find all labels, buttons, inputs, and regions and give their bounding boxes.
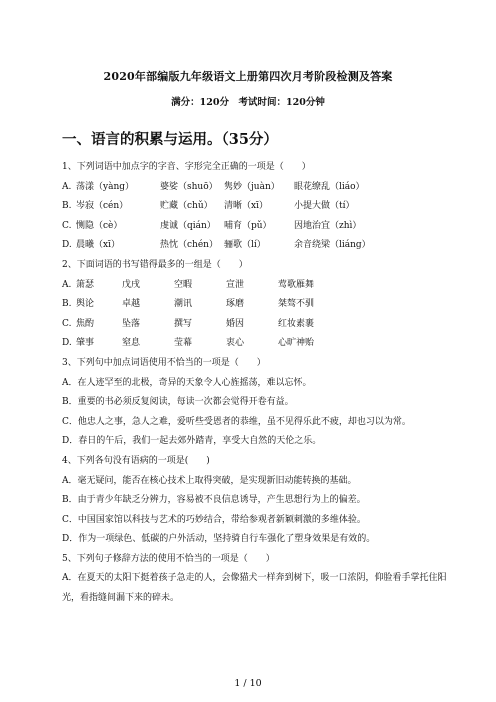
question-1-stem: 1、下列词语中加点字的字音、字形完全正确的一项是（ ） — [62, 162, 311, 172]
option-item: 宣泄 — [226, 279, 245, 290]
document-subtitle: 满分：120分 考试时间：120分钟 — [171, 97, 325, 108]
question-5-option-a: A．在夏天的太阳下挺着孩子急走的人，会像猫犬一样奔到树下，吸一口浓阴，仰脸看手掌托住阳光，看指缝间漏下来的碎未。 — [62, 573, 447, 604]
option-item: 岑寂（cén） — [76, 201, 129, 212]
option-item: 坠落 — [122, 318, 141, 329]
option-item: 衷心 — [226, 338, 245, 349]
question-5-stem: 5、下列句子修辞方法的使用不恰当的一项是（ ） — [62, 553, 275, 564]
option-item: 小提大做（tí） — [294, 201, 355, 212]
question-content — [62, 158, 450, 609]
option-item: 舆论 — [76, 299, 95, 310]
option-item: 骊歌（lí） — [224, 240, 266, 251]
option-item: 红妆素裹 — [278, 318, 315, 329]
question-4-option-b: B．由于青少年缺乏分辨力，容易被不良信息诱导，产生思想行为上的偏差。 — [62, 495, 366, 506]
question-4-option-a: A．毫无疑问，能否在核心技术上取得突破，是实现新旧动能转换的基础。 — [62, 475, 357, 486]
option-item: 潮讯 — [174, 299, 193, 310]
question-3-option-b: B．重要的书必须反复阅读，每读一次都会觉得开卷有益。 — [62, 397, 294, 408]
option-item: 莺歌雁舞 — [278, 279, 315, 290]
option-letter: A. — [62, 279, 72, 290]
option-item: 莹幕 — [174, 338, 193, 349]
option-item: 荡漾（yàng） — [76, 181, 135, 192]
page-number: 1 / 10 — [234, 678, 262, 689]
option-item: 焦酌 — [76, 318, 95, 329]
option-item: 眼花缭乱（liáo） — [294, 181, 365, 192]
option-item: 晨曦（xī） — [76, 240, 120, 251]
question-3-stem: 3、下列句中加点词语使用不恰当的一项是（ ） — [62, 357, 266, 368]
question-3-option-c: C．他忠人之事，急人之难，爱听些受恩者的恭维，虽不见得乐此不疲，却也习以为常。 — [62, 416, 411, 427]
question-1-option-d — [62, 236, 450, 256]
question-2-option-a — [62, 276, 450, 296]
option-letter: A. — [62, 181, 72, 192]
option-letter: C. — [62, 318, 72, 329]
question-2-option-b — [62, 295, 450, 315]
question-4-option-d: D．作为一项绿色、低碳的户外活动，坚持骑自行车强化了塑身效果是有效的。 — [62, 534, 376, 545]
option-letter: B. — [62, 201, 72, 212]
option-item: 窒息 — [122, 338, 141, 349]
question-1-option-c — [62, 217, 450, 237]
option-item: 卓越 — [122, 299, 141, 310]
option-item: 恻隐（cè） — [76, 220, 123, 231]
option-item: 虔诚（qián） — [160, 220, 216, 231]
option-letter: C. — [62, 220, 72, 231]
question-1-option-b — [62, 197, 450, 217]
option-item: 因地治宜（zhì） — [294, 220, 362, 231]
option-item: 箫瑟 — [76, 279, 95, 290]
question-3-option-a: A．在人迹罕至的北极，奇异的天象令人心旌摇荡，难以忘怀。 — [62, 377, 312, 388]
option-letter: B. — [62, 299, 72, 310]
option-item: 清晰（xī） — [224, 201, 268, 212]
option-item: 心旷神贻 — [278, 338, 315, 349]
question-4-option-c: C．中国国家馆以科技与艺术的巧妙结合，带给参观者新颖刺激的多维体验。 — [62, 514, 366, 525]
option-item: 戊戌 — [122, 279, 141, 290]
option-item: 热忱（chén） — [160, 240, 218, 251]
section-heading: 一、语言的积累与运用。（35分） — [62, 131, 278, 148]
option-item: 肇事 — [76, 338, 95, 349]
question-2-stem: 2、下面词语的书写错得最多的一组是（ ） — [62, 259, 248, 270]
option-item: 贮藏（chǔ） — [160, 201, 213, 212]
question-4-stem: 4、下列各句没有语病的一项是( ) — [62, 455, 210, 466]
question-1-option-a — [62, 178, 450, 198]
document-title: 2020年部编版九年级语文上册第四次月考阶段检测及答案 — [103, 70, 393, 83]
option-letter: D. — [62, 240, 72, 251]
option-letter: D. — [62, 338, 72, 349]
option-item: 余音绕梁（liáng） — [294, 240, 371, 251]
question-2-option-d — [62, 334, 450, 354]
option-item: 婆娑（shuō） — [160, 181, 218, 192]
question-3-option-d: D．春日的午后，我们一起去郊外踏青，享受大自然的天伦之乐。 — [62, 436, 322, 447]
option-item: 哺育（pǔ） — [224, 220, 272, 231]
option-item: 隽妙（juàn） — [224, 181, 280, 192]
option-item: 空暇 — [174, 279, 193, 290]
option-item: 琢磨 — [226, 299, 245, 310]
question-2-option-c — [62, 315, 450, 335]
option-item: 婚因 — [226, 318, 245, 329]
option-item: 桀骜不驯 — [278, 299, 315, 310]
option-item: 撰写 — [174, 318, 193, 329]
